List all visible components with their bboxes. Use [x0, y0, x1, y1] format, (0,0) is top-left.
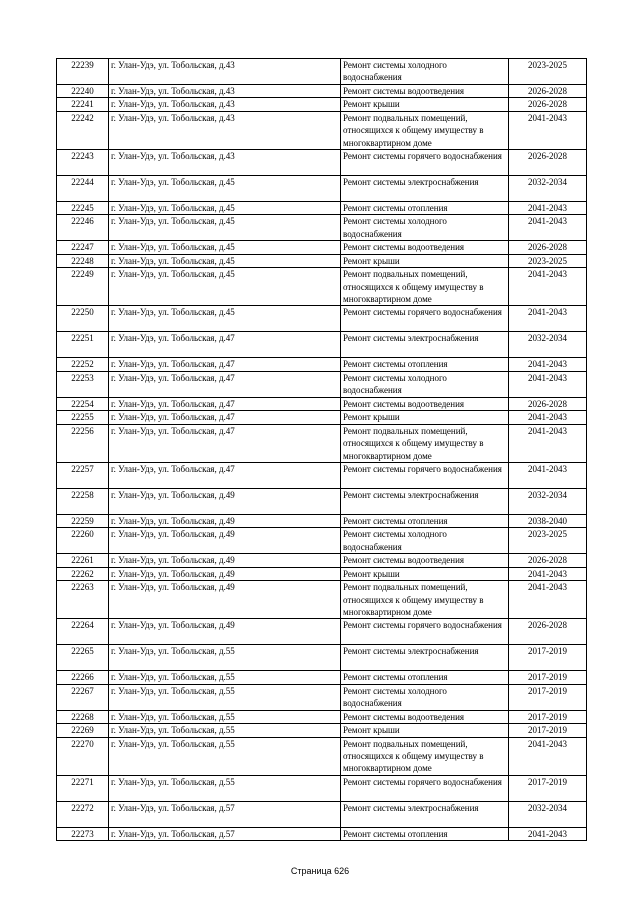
row-period: 2026-2028 [509, 98, 587, 111]
row-work-type: Ремонт системы горячего водоснабжения [341, 619, 509, 645]
row-work-type: Ремонт подвальных помещений, относящихся к общему имуществу в многоквартирном доме [341, 424, 509, 462]
table-row [57, 59, 587, 85]
row-period: 2026-2028 [509, 619, 587, 645]
table-row [57, 710, 587, 723]
repair-schedule-table [56, 58, 587, 841]
row-number: 22261 [57, 554, 109, 567]
row-period: 2023-2025 [509, 528, 587, 554]
table-row [57, 514, 587, 527]
row-number: 22258 [57, 488, 109, 514]
row-work-type: Ремонт системы электроснабжения [341, 332, 509, 358]
row-work-type: Ремонт крыши [341, 724, 509, 737]
row-work-type: Ремонт подвальных помещений, относящихся к общему имуществу в многоквартирном доме [341, 581, 509, 619]
row-work-type: Ремонт системы холодного водоснабжения [341, 684, 509, 710]
row-period: 2017-2019 [509, 684, 587, 710]
table-row [57, 411, 587, 424]
table-row [57, 371, 587, 397]
row-number: 22241 [57, 98, 109, 111]
row-address: г. Улан-Удэ, ул. Тобольская, д.55 [109, 710, 341, 723]
row-period: 2041-2043 [509, 215, 587, 241]
row-address: г. Улан-Удэ, ул. Тобольская, д.47 [109, 424, 341, 462]
page-number: Страница 626 [290, 866, 350, 876]
row-number: 22264 [57, 619, 109, 645]
row-period: 2032-2034 [509, 801, 587, 827]
row-work-type: Ремонт подвальных помещений, относящихся к общему имуществу в многоквартирном доме [341, 111, 509, 149]
row-period: 2032-2034 [509, 332, 587, 358]
table-row [57, 775, 587, 801]
row-number: 22273 [57, 827, 109, 840]
row-address: г. Улан-Удэ, ул. Тобольская, д.47 [109, 411, 341, 424]
row-number: 22239 [57, 59, 109, 85]
row-address: г. Улан-Удэ, ул. Тобольская, д.49 [109, 567, 341, 580]
row-number: 22265 [57, 645, 109, 671]
row-address: г. Улан-Удэ, ул. Тобольская, д.45 [109, 241, 341, 254]
row-work-type: Ремонт системы холодного водоснабжения [341, 371, 509, 397]
row-work-type: Ремонт крыши [341, 254, 509, 267]
row-number: 22267 [57, 684, 109, 710]
row-number: 22260 [57, 528, 109, 554]
row-number: 22245 [57, 202, 109, 215]
row-number: 22252 [57, 358, 109, 371]
row-work-type: Ремонт системы отопления [341, 671, 509, 684]
row-address: г. Улан-Удэ, ул. Тобольская, д.45 [109, 306, 341, 332]
row-address: г. Улан-Удэ, ул. Тобольская, д.55 [109, 775, 341, 801]
row-address: г. Улан-Удэ, ул. Тобольская, д.49 [109, 514, 341, 527]
table-row [57, 241, 587, 254]
row-period: 2041-2043 [509, 424, 587, 462]
row-address: г. Улан-Удэ, ул. Тобольская, д.47 [109, 332, 341, 358]
row-address: г. Улан-Удэ, ул. Тобольская, д.55 [109, 645, 341, 671]
row-work-type: Ремонт системы горячего водоснабжения [341, 306, 509, 332]
row-period: 2041-2043 [509, 202, 587, 215]
row-address: г. Улан-Удэ, ул. Тобольская, д.49 [109, 528, 341, 554]
table-row [57, 671, 587, 684]
row-work-type: Ремонт системы электроснабжения [341, 488, 509, 514]
row-address: г. Улан-Удэ, ул. Тобольская, д.49 [109, 488, 341, 514]
row-work-type: Ремонт системы холодного водоснабжения [341, 59, 509, 85]
row-work-type: Ремонт крыши [341, 411, 509, 424]
row-work-type: Ремонт системы водоотведения [341, 710, 509, 723]
table-row [57, 150, 587, 176]
row-period: 2032-2034 [509, 488, 587, 514]
row-number: 22263 [57, 581, 109, 619]
row-number: 22244 [57, 176, 109, 202]
table-row [57, 645, 587, 671]
row-work-type: Ремонт системы отопления [341, 358, 509, 371]
row-period: 2017-2019 [509, 645, 587, 671]
row-address: г. Улан-Удэ, ул. Тобольская, д.55 [109, 684, 341, 710]
table-row [57, 332, 587, 358]
row-period: 2017-2019 [509, 724, 587, 737]
table-row [57, 306, 587, 332]
row-address: г. Улан-Удэ, ул. Тобольская, д.45 [109, 176, 341, 202]
row-period: 2026-2028 [509, 85, 587, 98]
row-number: 22253 [57, 371, 109, 397]
row-period: 2023-2025 [509, 59, 587, 85]
row-address: г. Улан-Удэ, ул. Тобольская, д.57 [109, 801, 341, 827]
table-row [57, 724, 587, 737]
row-work-type: Ремонт системы горячего водоснабжения [341, 150, 509, 176]
row-number: 22266 [57, 671, 109, 684]
table-row [57, 554, 587, 567]
table-row [57, 358, 587, 371]
table-row [57, 827, 587, 840]
row-period: 2041-2043 [509, 358, 587, 371]
row-work-type: Ремонт системы отопления [341, 514, 509, 527]
row-period: 2041-2043 [509, 737, 587, 775]
row-period: 2026-2028 [509, 150, 587, 176]
row-work-type: Ремонт системы водоотведения [341, 397, 509, 410]
row-address: г. Улан-Удэ, ул. Тобольская, д.55 [109, 737, 341, 775]
row-work-type: Ремонт системы электроснабжения [341, 645, 509, 671]
row-number: 22255 [57, 411, 109, 424]
row-number: 22256 [57, 424, 109, 462]
row-address: г. Улан-Удэ, ул. Тобольская, д.47 [109, 358, 341, 371]
row-address: г. Улан-Удэ, ул. Тобольская, д.55 [109, 671, 341, 684]
row-address: г. Улан-Удэ, ул. Тобольская, д.45 [109, 268, 341, 306]
table-row [57, 528, 587, 554]
row-number: 22248 [57, 254, 109, 267]
row-period: 2017-2019 [509, 671, 587, 684]
table-row [57, 801, 587, 827]
row-number: 22250 [57, 306, 109, 332]
row-address: г. Улан-Удэ, ул. Тобольская, д.55 [109, 724, 341, 737]
row-period: 2026-2028 [509, 397, 587, 410]
row-work-type: Ремонт системы электроснабжения [341, 801, 509, 827]
row-number: 22268 [57, 710, 109, 723]
row-period: 2041-2043 [509, 567, 587, 580]
row-work-type: Ремонт системы холодного водоснабжения [341, 215, 509, 241]
row-number: 22262 [57, 567, 109, 580]
row-work-type: Ремонт системы водоотведения [341, 554, 509, 567]
table-body [57, 59, 587, 841]
table-row [57, 98, 587, 111]
row-number: 22257 [57, 462, 109, 488]
row-period: 2041-2043 [509, 462, 587, 488]
row-period: 2041-2043 [509, 268, 587, 306]
row-work-type: Ремонт системы электроснабжения [341, 176, 509, 202]
row-address: г. Улан-Удэ, ул. Тобольская, д.49 [109, 581, 341, 619]
table-row [57, 488, 587, 514]
row-address: г. Улан-Удэ, ул. Тобольская, д.47 [109, 397, 341, 410]
row-number: 22249 [57, 268, 109, 306]
table-row [57, 215, 587, 241]
row-number: 22270 [57, 737, 109, 775]
row-work-type: Ремонт системы водоотведения [341, 241, 509, 254]
row-number: 22269 [57, 724, 109, 737]
row-period: 2032-2034 [509, 176, 587, 202]
row-work-type: Ремонт крыши [341, 98, 509, 111]
row-address: г. Улан-Удэ, ул. Тобольская, д.43 [109, 98, 341, 111]
row-period: 2017-2019 [509, 710, 587, 723]
row-address: г. Улан-Удэ, ул. Тобольская, д.45 [109, 254, 341, 267]
table-row [57, 268, 587, 306]
row-number: 22247 [57, 241, 109, 254]
row-work-type: Ремонт системы отопления [341, 202, 509, 215]
row-period: 2023-2025 [509, 254, 587, 267]
row-address: г. Улан-Удэ, ул. Тобольская, д.57 [109, 827, 341, 840]
table-row [57, 462, 587, 488]
row-address: г. Улан-Удэ, ул. Тобольская, д.45 [109, 202, 341, 215]
row-address: г. Улан-Удэ, ул. Тобольская, д.43 [109, 111, 341, 149]
row-period: 2041-2043 [509, 581, 587, 619]
row-number: 22271 [57, 775, 109, 801]
row-number: 22251 [57, 332, 109, 358]
row-number: 22259 [57, 514, 109, 527]
row-address: г. Улан-Удэ, ул. Тобольская, д.43 [109, 59, 341, 85]
row-work-type: Ремонт подвальных помещений, относящихся к общему имуществу в многоквартирном доме [341, 268, 509, 306]
table-row [57, 737, 587, 775]
table-row [57, 567, 587, 580]
table-row [57, 202, 587, 215]
table-row [57, 397, 587, 410]
row-address: г. Улан-Удэ, ул. Тобольская, д.47 [109, 371, 341, 397]
row-number: 22242 [57, 111, 109, 149]
table-row [57, 111, 587, 149]
row-address: г. Улан-Удэ, ул. Тобольская, д.43 [109, 85, 341, 98]
row-period: 2041-2043 [509, 111, 587, 149]
table-row [57, 684, 587, 710]
table-row [57, 424, 587, 462]
table-row [57, 85, 587, 98]
row-period: 2041-2043 [509, 411, 587, 424]
row-address: г. Улан-Удэ, ул. Тобольская, д.49 [109, 554, 341, 567]
row-number: 22243 [57, 150, 109, 176]
row-period: 2026-2028 [509, 241, 587, 254]
row-period: 2041-2043 [509, 371, 587, 397]
row-work-type: Ремонт системы горячего водоснабжения [341, 775, 509, 801]
row-work-type: Ремонт подвальных помещений, относящихся к общему имуществу в многоквартирном доме [341, 737, 509, 775]
row-work-type: Ремонт системы холодного водоснабжения [341, 528, 509, 554]
row-address: г. Улан-Удэ, ул. Тобольская, д.43 [109, 150, 341, 176]
row-work-type: Ремонт системы водоотведения [341, 85, 509, 98]
row-work-type: Ремонт крыши [341, 567, 509, 580]
table-row [57, 176, 587, 202]
row-period: 2017-2019 [509, 775, 587, 801]
row-period: 2041-2043 [509, 827, 587, 840]
row-address: г. Улан-Удэ, ул. Тобольская, д.47 [109, 462, 341, 488]
row-address: г. Улан-Удэ, ул. Тобольская, д.49 [109, 619, 341, 645]
row-number: 22246 [57, 215, 109, 241]
row-number: 22240 [57, 85, 109, 98]
row-period: 2038-2040 [509, 514, 587, 527]
row-number: 22254 [57, 397, 109, 410]
row-period: 2026-2028 [509, 554, 587, 567]
table-row [57, 581, 587, 619]
row-work-type: Ремонт системы горячего водоснабжения [341, 462, 509, 488]
row-work-type: Ремонт системы отопления [341, 827, 509, 840]
row-address: г. Улан-Удэ, ул. Тобольская, д.45 [109, 215, 341, 241]
row-period: 2041-2043 [509, 306, 587, 332]
row-number: 22272 [57, 801, 109, 827]
table-row [57, 619, 587, 645]
table-row [57, 254, 587, 267]
